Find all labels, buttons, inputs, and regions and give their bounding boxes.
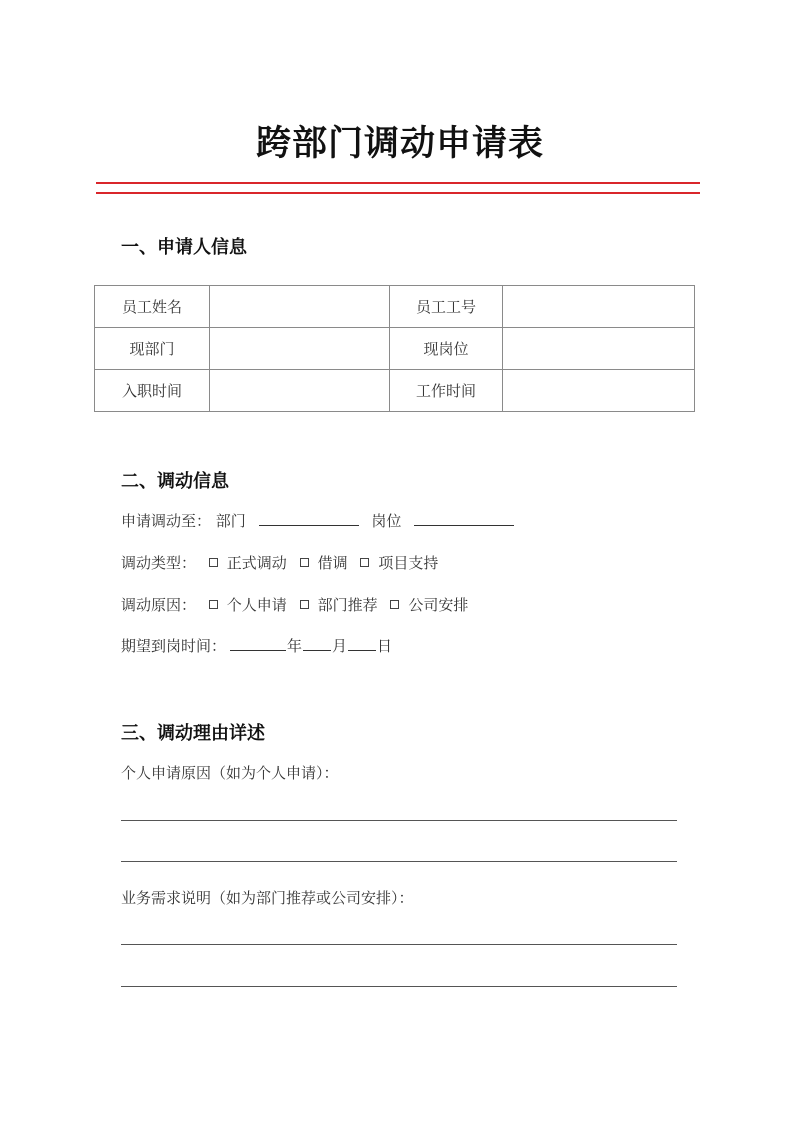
expected-date-line — [121, 635, 392, 656]
title-divider-top — [96, 182, 700, 184]
applicant-info-table — [94, 285, 695, 412]
year-field[interactable] — [230, 635, 286, 651]
table-row — [95, 370, 695, 412]
expected-date-label: 期望到岗时间： — [121, 637, 227, 655]
title-divider-bottom — [96, 192, 700, 194]
personal-reason-line-2[interactable] — [121, 861, 677, 862]
transfer-reason-label: 调动原因： — [121, 596, 197, 614]
current-dept-field[interactable] — [210, 328, 390, 370]
month-field[interactable] — [303, 635, 331, 651]
transfer-reason-line — [121, 594, 468, 615]
personal-reason-label: 个人申请原因（如为个人申请）： — [121, 764, 339, 782]
option-formal-transfer: 正式调动 — [226, 554, 287, 572]
target-dept-label: 部门 — [215, 512, 246, 530]
business-need-label: 业务需求说明（如为部门推荐或公司安排）： — [121, 889, 414, 907]
section-heading-transfer-info: 二、调动信息 — [121, 471, 229, 492]
label-employee-name: 员工姓名 — [95, 286, 210, 328]
checkbox-personal-request[interactable] — [209, 600, 218, 609]
option-dept-recommendation: 部门推荐 — [317, 596, 378, 614]
checkbox-company-arrangement[interactable] — [390, 600, 399, 609]
business-need-line-2[interactable] — [121, 986, 677, 987]
business-need-line-1[interactable] — [121, 944, 677, 945]
document-title: 跨部门调动申请表 — [255, 124, 544, 164]
label-current-dept: 现部门 — [95, 328, 210, 370]
year-unit: 年 — [287, 637, 303, 655]
transfer-to-label: 申请调动至： — [121, 512, 212, 530]
transfer-to-line — [121, 510, 517, 531]
option-secondment: 借调 — [317, 554, 348, 572]
target-post-label: 岗位 — [371, 512, 402, 530]
checkbox-project-support[interactable] — [360, 558, 369, 567]
month-unit: 月 — [332, 637, 348, 655]
personal-reason-line-1[interactable] — [121, 820, 677, 821]
target-post-field[interactable] — [414, 510, 514, 526]
table-row — [95, 328, 695, 370]
day-field[interactable] — [348, 635, 376, 651]
label-work-years: 工作时间 — [390, 370, 503, 412]
transfer-type-line — [121, 552, 438, 573]
table-row — [95, 286, 695, 328]
current-post-field[interactable] — [503, 328, 695, 370]
employee-name-field[interactable] — [210, 286, 390, 328]
label-hire-date: 入职时间 — [95, 370, 210, 412]
day-unit: 日 — [377, 637, 393, 655]
section-heading-transfer-reason-detail: 三、调动理由详述 — [121, 723, 265, 744]
transfer-type-label: 调动类型： — [121, 554, 197, 572]
option-company-arrangement: 公司安排 — [408, 596, 469, 614]
checkbox-formal-transfer[interactable] — [209, 558, 218, 567]
work-years-field[interactable] — [503, 370, 695, 412]
section-heading-applicant-info: 一、申请人信息 — [121, 237, 247, 258]
target-dept-field[interactable] — [259, 510, 359, 526]
hire-date-field[interactable] — [210, 370, 390, 412]
option-personal-request: 个人申请 — [226, 596, 287, 614]
label-employee-id: 员工工号 — [390, 286, 503, 328]
employee-id-field[interactable] — [503, 286, 695, 328]
label-current-post: 现岗位 — [390, 328, 503, 370]
checkbox-secondment[interactable] — [300, 558, 309, 567]
checkbox-dept-recommendation[interactable] — [300, 600, 309, 609]
option-project-support: 项目支持 — [378, 554, 439, 572]
